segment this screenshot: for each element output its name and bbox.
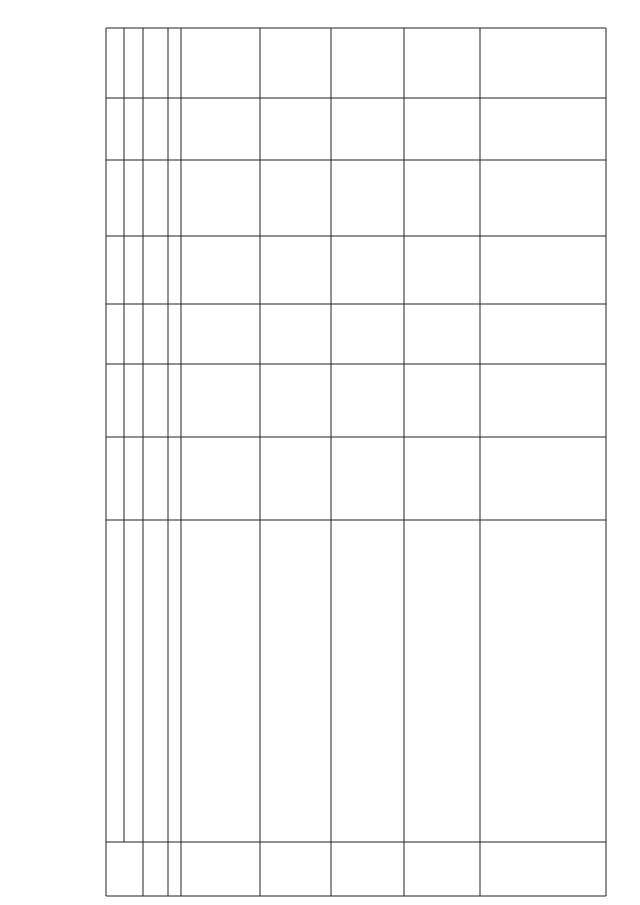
row-value xyxy=(357,240,371,300)
header-group-title xyxy=(153,83,167,483)
row-num xyxy=(499,847,513,887)
row-value xyxy=(209,450,223,510)
row-description xyxy=(324,490,404,790)
row-value xyxy=(209,240,223,300)
header-col-feature xyxy=(146,596,186,796)
row-description xyxy=(250,490,330,790)
row-value xyxy=(509,170,523,230)
row-value xyxy=(433,450,447,510)
row-value xyxy=(209,302,223,362)
row-value xyxy=(433,170,447,230)
row-num xyxy=(423,847,437,887)
colnum-6 xyxy=(167,261,181,281)
row-value xyxy=(509,23,523,83)
row-description xyxy=(550,490,630,790)
colnum-8 xyxy=(167,119,181,139)
row-value xyxy=(509,450,523,510)
row-value xyxy=(357,370,371,430)
row-value xyxy=(285,23,299,83)
row-value xyxy=(433,240,447,300)
row-value xyxy=(209,99,223,159)
row-value xyxy=(285,170,299,230)
row-value xyxy=(433,23,447,83)
colnum-3 xyxy=(167,469,181,489)
header-mixed-age xyxy=(124,36,136,216)
row-num xyxy=(277,847,291,887)
row-value xyxy=(209,170,223,230)
row-value xyxy=(433,370,447,430)
row-value xyxy=(357,23,371,83)
colnum-7 xyxy=(167,193,181,213)
row-value xyxy=(357,99,371,159)
colnum-10 xyxy=(167,43,181,63)
row-value xyxy=(433,99,447,159)
row-value xyxy=(357,302,371,362)
colnum-5 xyxy=(167,324,181,344)
row-value xyxy=(509,99,523,159)
row-value xyxy=(509,240,523,300)
row-value xyxy=(285,240,299,300)
row-value xyxy=(509,302,523,362)
header-same-age xyxy=(132,322,144,522)
row-value xyxy=(357,170,371,230)
row-value xyxy=(285,370,299,430)
colnum-1 xyxy=(167,859,181,879)
row-description xyxy=(396,490,476,790)
colnum-4 xyxy=(167,391,181,411)
row-description xyxy=(472,490,552,790)
colnum-2 xyxy=(167,672,181,692)
row-num xyxy=(205,847,219,887)
row-value xyxy=(433,302,447,362)
row-num xyxy=(349,847,363,887)
header-col-index xyxy=(118,852,142,892)
row-value xyxy=(209,23,223,83)
row-value xyxy=(357,450,371,510)
row-value xyxy=(209,370,223,430)
row-value xyxy=(285,450,299,510)
row-value xyxy=(509,370,523,430)
row-value xyxy=(285,302,299,362)
row-value xyxy=(285,99,299,159)
